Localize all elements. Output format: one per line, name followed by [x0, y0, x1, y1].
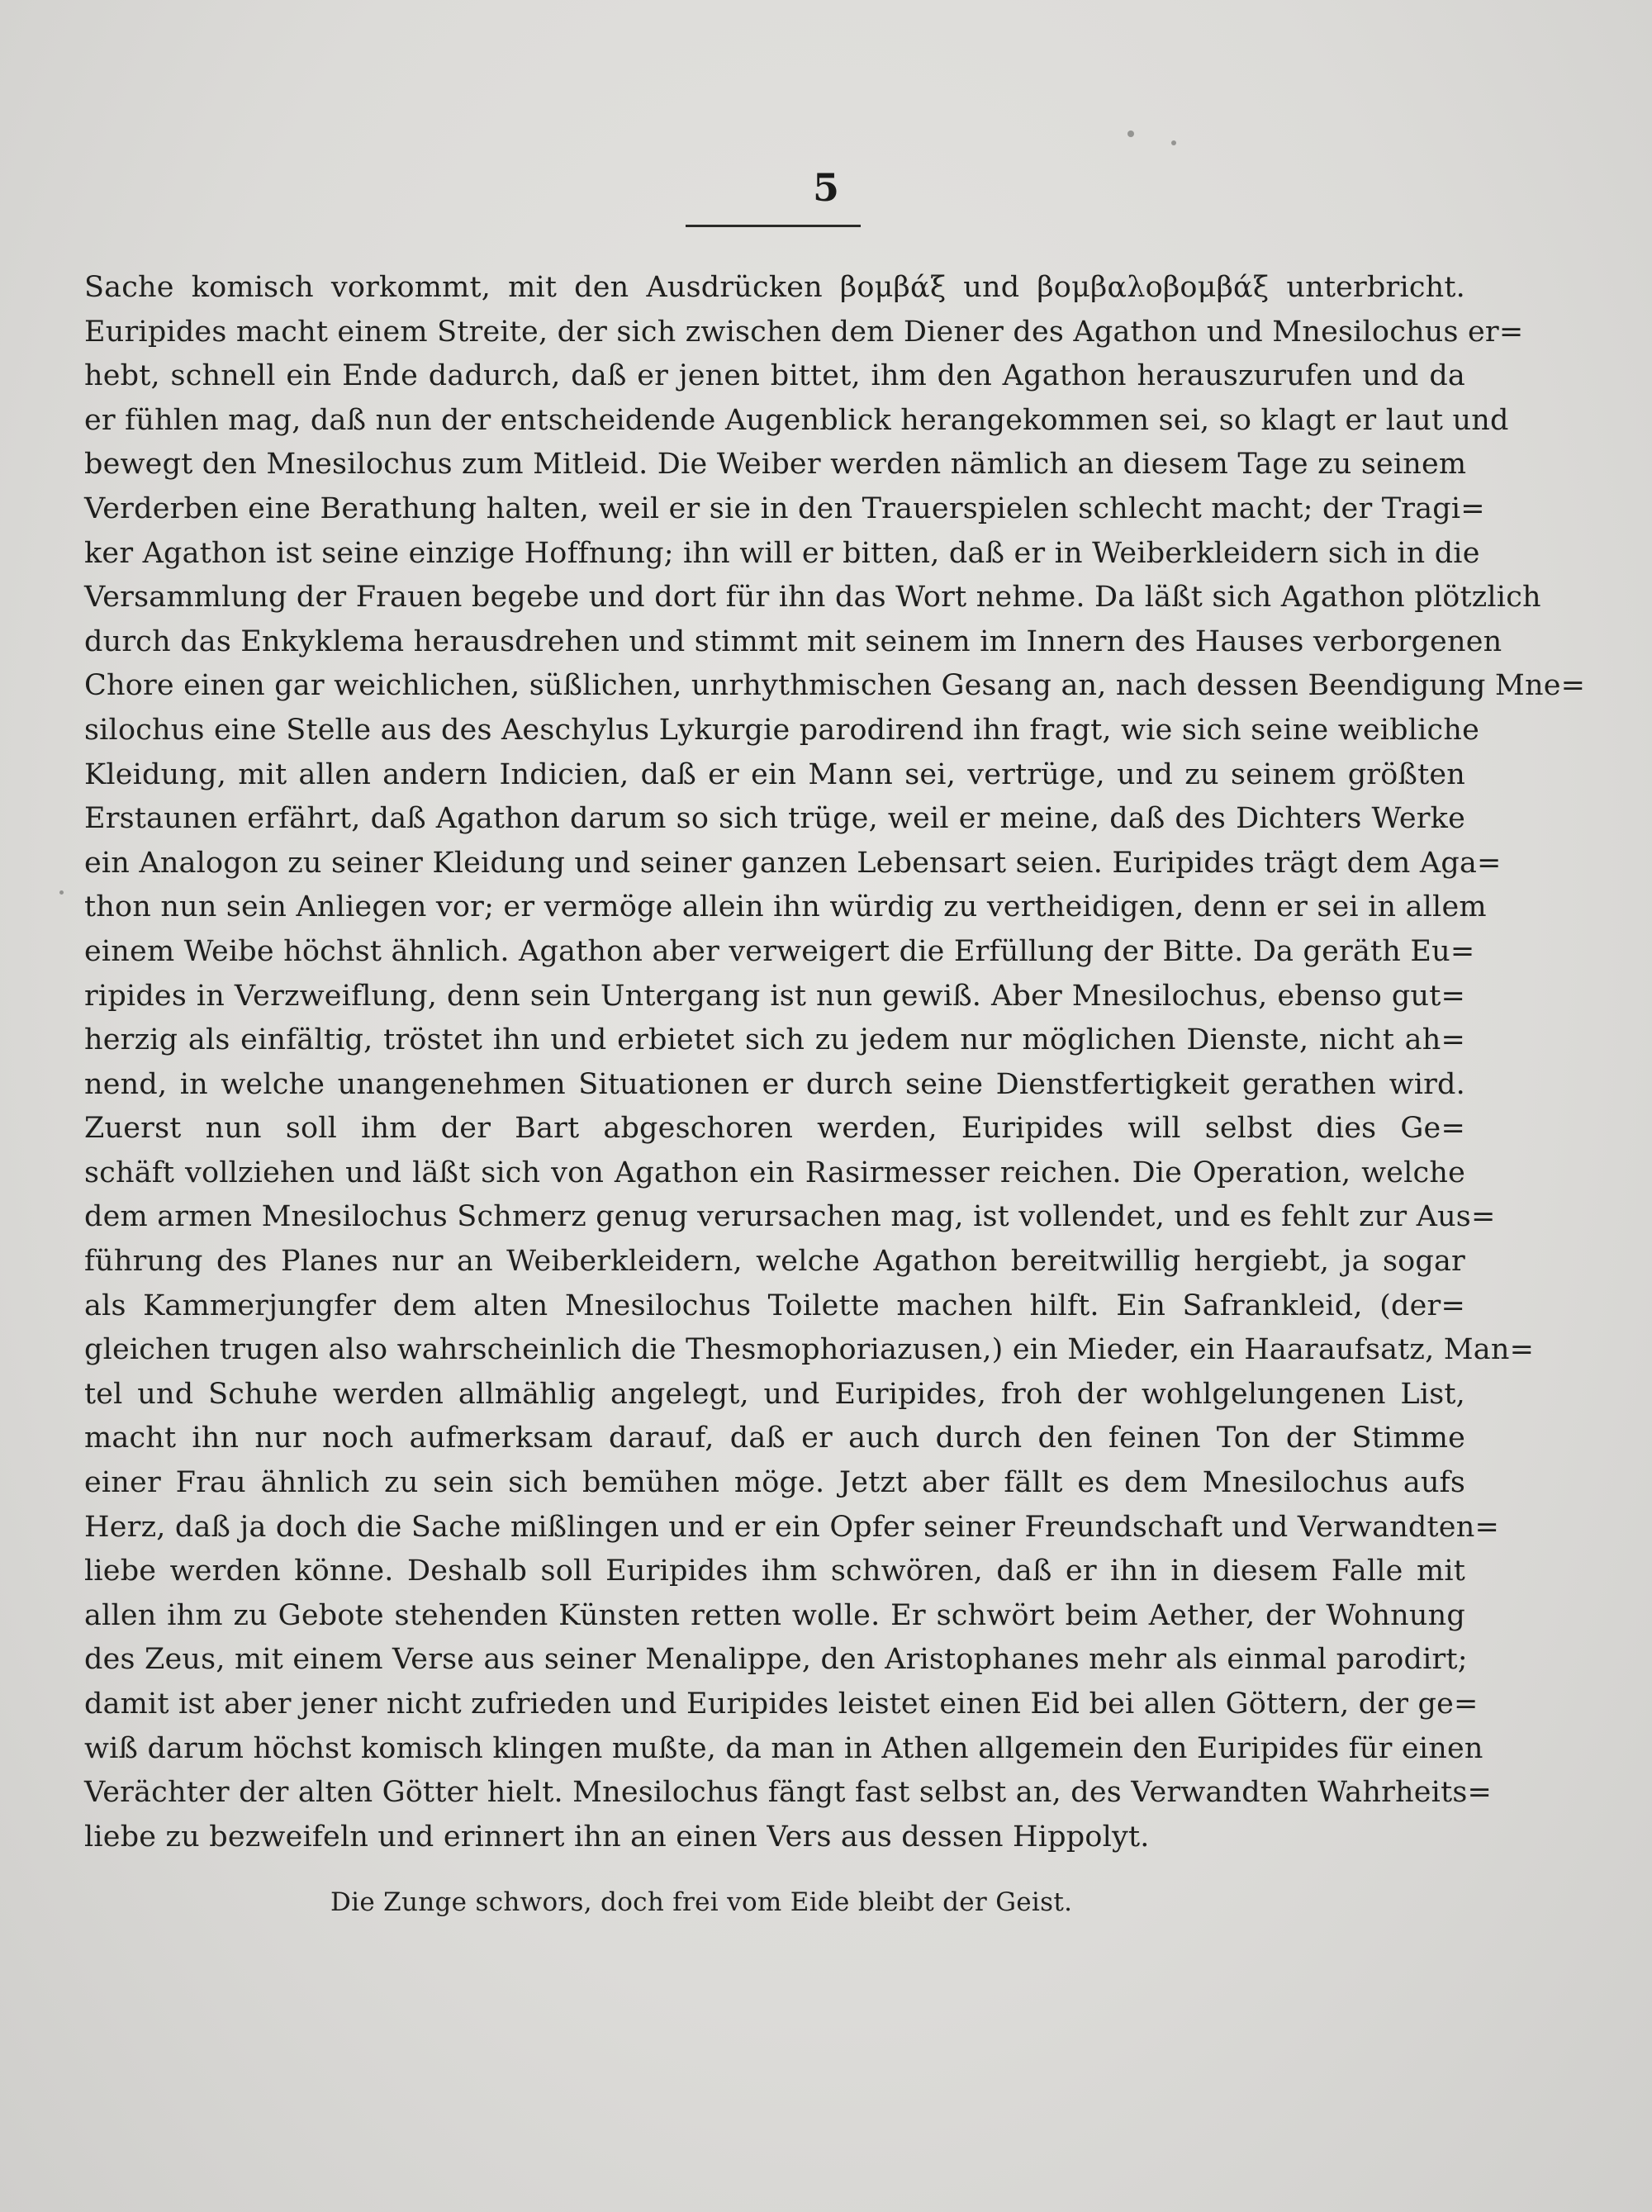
body-text — [84, 266, 1586, 1859]
text-line: macht ihn nur noch aufmerksam darauf, daß er auch durch den feinen Ton der Stimme — [84, 1422, 1465, 1455]
text-line: tel und Schuhe werden allmählig angelegt, und Euripides, froh der wohlgelungenen List, — [84, 1377, 1465, 1411]
text-line: Zuerst nun soll ihm der Bart abgeschoren werden, Euripides will selbst dies Ge= — [84, 1112, 1465, 1146]
text-line: Sache komisch vorkommt, mit den Ausdrücken βομβάξ und βομβαλοβομβάξ unterbricht. — [84, 271, 1465, 304]
text-line: Erstaunen erfährt, daß Agathon darum so sich trüge, weil er meine, daß des Dichters Werke — [84, 802, 1465, 836]
text-line: hebt, schnell ein Ende dadurch, daß er jenen bittet, ihm den Agathon herauszurufen und da — [84, 359, 1465, 393]
ink-speck — [1171, 140, 1176, 145]
ink-speck — [59, 890, 64, 895]
verse-quote: Die Zunge schwors, doch frei vom Eide bleibt der Geist. — [330, 1887, 1073, 1917]
ink-speck — [1127, 131, 1134, 137]
text-line: wiß darum höchst komisch klingen mußte, da man in Athen allgemein den Euripides für einen — [84, 1731, 1483, 1765]
text-line: des Zeus, mit einem Verse aus seiner Menalippe, den Aristophanes mehr als einmal parodirt; — [84, 1643, 1468, 1677]
text-line: bewegt den Mnesilochus zum Mitleid. Die Weiber werden nämlich an diesem Tage zu seinem — [84, 448, 1467, 482]
text-line: Euripides macht einem Streite, der sich zwischen dem Diener des Agathon und Mnesilochus er= — [84, 315, 1524, 349]
text-line: ker Agathon ist seine einzige Hoffnung; ihn will er bitten, daß er in Weiberkleidern sich in die — [84, 536, 1480, 570]
text-line: thon nun sein Anliegen vor; er vermöge allein ihn würdig zu vertheidigen, denn er sei in allem — [84, 890, 1487, 924]
text-line: schäft vollziehen und läßt sich von Agathon ein Rasirmesser reichen. Die Operation, welche — [84, 1156, 1465, 1189]
text-line: einem Weibe höchst ähnlich. Agathon aber verweigert die Erfüllung der Bitte. Da geräth Eu= — [84, 934, 1475, 968]
text-line: ripides in Verzweiflung, denn sein Untergang ist nun gewiß. Aber Mnesilochus, ebenso gut= — [84, 979, 1465, 1013]
text-line: liebe werden könne. Deshalb soll Euripides ihm schwören, daß er ihn in diesem Falle mit — [84, 1555, 1465, 1588]
text-line: einer Frau ähnlich zu sein sich bemühen möge. Jetzt aber fällt es dem Mnesilochus aufs — [84, 1466, 1465, 1500]
page-number: 5 — [812, 165, 839, 210]
text-line: herzig als einfältig, tröstet ihn und erbietet sich zu jedem nur möglichen Dienste, nicht ah= — [84, 1023, 1465, 1057]
text-line: gleichen trugen also wahrscheinlich die Thesmophoriazusen,) ein Mieder, ein Haaraufsatz, Man= — [84, 1333, 1535, 1367]
text-line: Kleidung, mit allen andern Indicien, daß er ein Mann sei, vertrüge, und zu seinem größten — [84, 757, 1465, 791]
text-line: nend, in welche unangenehmen Situationen er durch seine Dienstfertigkeit gerathen wird. — [84, 1067, 1465, 1101]
text-line: Chore einen gar weichlichen, süßlichen, unrhythmischen Gesang an, nach dessen Beendigung Mne= — [84, 669, 1586, 703]
text-line: silochus eine Stelle aus des Aeschylus Lykurgie parodirend ihn fragt, wie sich seine weibliche — [84, 713, 1480, 747]
text-line: Verderben eine Berathung halten, weil er sie in den Trauerspielen schlecht macht; der Tragi= — [84, 491, 1485, 525]
text-line: führung des Planes nur an Weiberkleidern, welche Agathon bereitwillig hergiebt, ja sogar — [84, 1245, 1465, 1279]
header-rule — [686, 225, 861, 227]
text-line: ein Analogon zu seiner Kleidung und seiner ganzen Lebensart seien. Euripides trägt dem Aga= — [84, 846, 1502, 880]
text-line: Versammlung der Frauen begebe und dort für ihn das Wort nehme. Da läßt sich Agathon plötzlich — [84, 581, 1541, 615]
text-line: Herz, daß ja doch die Sache mißlingen und er ein Opfer seiner Freundschaft und Verwandten= — [84, 1510, 1499, 1544]
text-line: durch das Enkyklema herausdrehen und stimmt mit seinem im Innern des Hauses verborgenen — [84, 624, 1502, 658]
text-line: er fühlen mag, daß nun der entscheidende Augenblick herangekommen sei, so klagt er laut und — [84, 403, 1509, 437]
text-line: Verächter der alten Götter hielt. Mnesilochus fängt fast selbst an, des Verwandten Wahrheits= — [84, 1776, 1493, 1810]
text-line: damit ist aber jener nicht zufrieden und Euripides leistet einen Eid bei allen Göttern, der ge= — [84, 1687, 1479, 1721]
text-line: dem armen Mnesilochus Schmerz genug verursachen mag, ist vollendet, und es fehlt zur Aus= — [84, 1200, 1496, 1234]
text-line: liebe zu bezweifeln und erinnert ihn an einen Vers aus dessen Hippolyt. — [84, 1820, 1150, 1854]
text-line: allen ihm zu Gebote stehenden Künsten retten wolle. Er schwört beim Aether, der Wohnung — [84, 1598, 1465, 1632]
text-line: als Kammerjungfer dem alten Mnesilochus Toilette machen hilft. Ein Safrankleid, (der= — [84, 1289, 1465, 1322]
